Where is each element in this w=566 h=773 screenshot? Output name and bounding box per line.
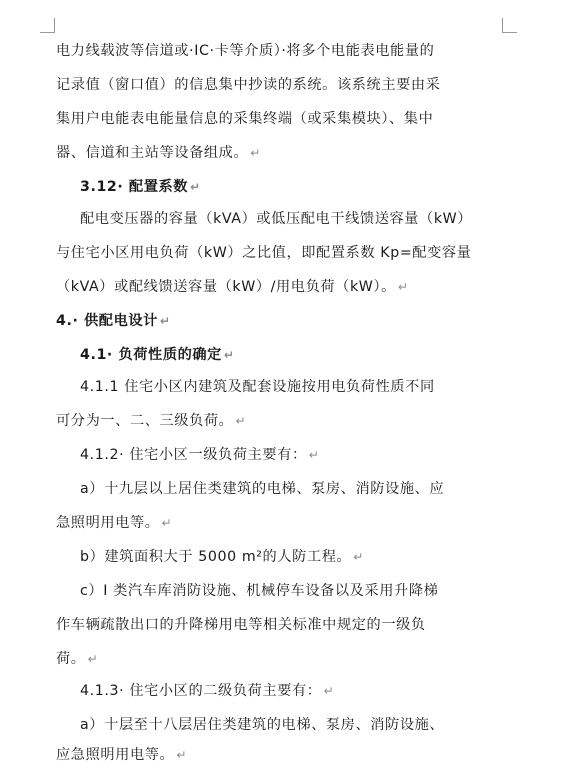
paragraph-mark-icon: ↵ <box>176 748 187 762</box>
body-line: 集用户电能表电能量信息的采集终端（或采集模块）、集中 <box>56 111 434 127</box>
crop-mark-top-left <box>40 18 55 33</box>
body-line: （kVA）或配线馈送容量（kW）/用电负荷（kW）。 ↵ <box>56 272 516 302</box>
body-line: 器、信道和主站等设备组成。 ↵ <box>56 138 516 168</box>
paragraph-mark-icon: ↵ <box>250 146 261 160</box>
section-heading-4-1: 4.1· 负荷性质的确定 ↵ <box>80 340 516 370</box>
clause-4-1-1: 4.1.1 住宅小区内建筑及配套设施按用电负荷性质不同 <box>80 379 435 395</box>
paragraph-mark-icon: ↵ <box>223 348 235 362</box>
crop-mark-top-right <box>502 18 517 33</box>
list-item-c: c）I 类汽车库消防设施、机械停车设备以及采用升降梯 <box>80 583 439 599</box>
list-item-a: a）十层至十八层居住类建筑的电梯、泵房、消防设施、 <box>80 717 445 733</box>
paragraph-mark-icon: ↵ <box>353 550 364 564</box>
paragraph-mark-icon: ↵ <box>87 652 99 666</box>
clause-4-1-2: 4.1.2· 住宅小区一级负荷主要有： ↵ <box>80 440 516 470</box>
body-line: 记录值（窗口值）的信息集中抄读的系统。该系统主要由采 <box>56 77 441 93</box>
body-line: 电力线载波等信道或·IC·卡等介质）·将多个电能表电能量的 <box>56 43 435 59</box>
body-line: 与住宅小区用电负荷（kW）之比值，即配置系数 Kp=配变容量 <box>56 245 472 261</box>
clause-4-1-3: 4.1.3· 住宅小区的二级负荷主要有： ↵ <box>80 676 516 706</box>
body-line: 作车辆疏散出口的升降梯用电等相关标准中规定的一级负 <box>56 617 426 633</box>
paragraph-mark-icon: ↵ <box>308 448 320 462</box>
list-item-b: b）建筑面积大于 5000 m²的人防工程。 ↵ <box>80 542 516 572</box>
body-line: 急照明用电等。 ↵ <box>56 508 516 538</box>
body-line: 可分为一、二、三级负荷。 ↵ <box>56 406 516 436</box>
body-line: 配电变压器的容量（kVA）或低压配电干线馈送容量（kW） <box>80 211 473 227</box>
body-line: 荷。 ↵ <box>56 644 516 674</box>
body-line: 应急照明用电等。 ↵ <box>56 740 516 770</box>
section-heading-4: 4.· 供配电设计 ↵ <box>56 306 516 336</box>
list-item-a: a）十九层以上居住类建筑的电梯、泵房、消防设施、应 <box>80 481 445 497</box>
paragraph-mark-icon: ↵ <box>190 180 201 194</box>
paragraph-mark-icon: ↵ <box>159 314 171 328</box>
paragraph-mark-icon: ↵ <box>161 516 173 530</box>
paragraph-mark-icon: ↵ <box>235 414 247 428</box>
section-heading-3-12: 3.12· 配置系数 ↵ <box>80 172 516 202</box>
paragraph-mark-icon: ↵ <box>397 280 409 294</box>
paragraph-mark-icon: ↵ <box>323 684 335 698</box>
